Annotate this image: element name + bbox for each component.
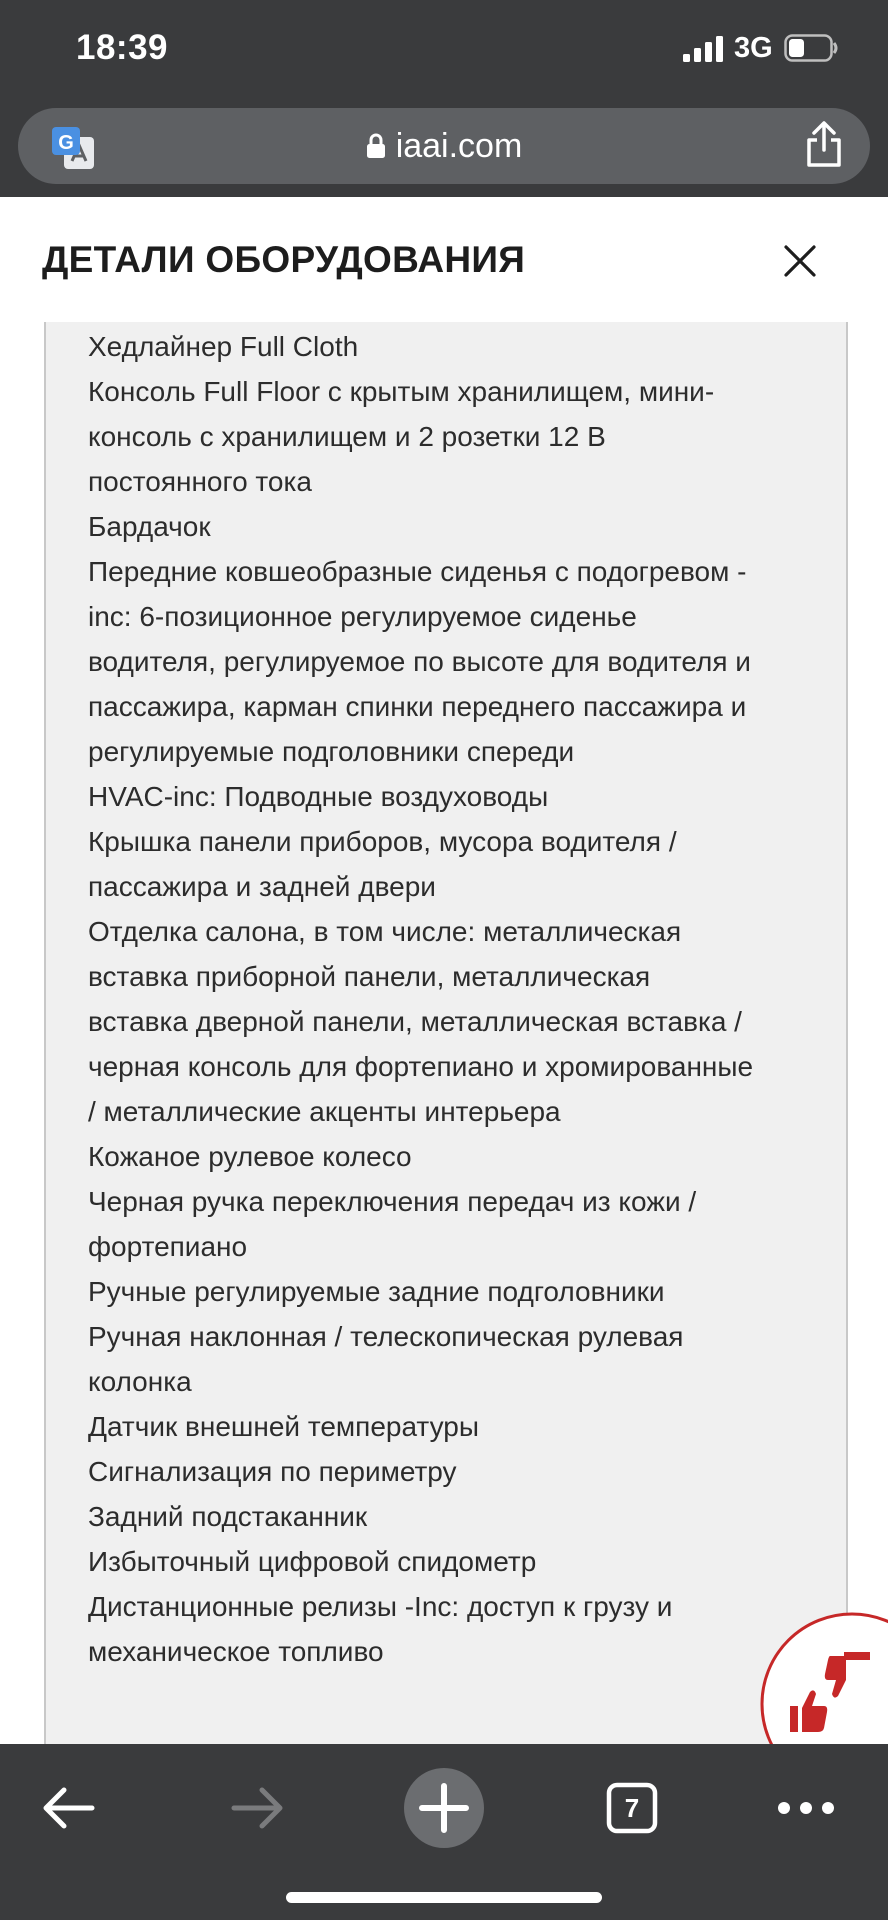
svg-text:G: G bbox=[58, 132, 74, 154]
list-item: Ручная наклонная / телескопическая рулевая bbox=[88, 1321, 684, 1352]
modal-header bbox=[0, 197, 888, 323]
list-item: постоянного тока bbox=[88, 466, 312, 497]
list-item: вставка дверной панели, металлическая вставка / bbox=[88, 1006, 742, 1037]
list-item: водителя, регулируемое по высоте для водителя и bbox=[88, 646, 751, 677]
list-item: Бардачок bbox=[88, 511, 211, 542]
forward-arrow-icon[interactable] bbox=[216, 1768, 296, 1848]
list-item: Крышка панели приборов, мусора водителя / bbox=[88, 826, 677, 857]
back-arrow-icon[interactable] bbox=[30, 1768, 110, 1848]
address-bar[interactable] bbox=[18, 108, 870, 184]
list-item: регулируемые подголовники спереди bbox=[88, 736, 575, 767]
list-item: пассажира и задней двери bbox=[88, 871, 436, 902]
close-icon[interactable] bbox=[780, 241, 820, 281]
list-item: Сигнализация по периметру bbox=[88, 1456, 457, 1487]
list-item: Избыточный цифровой спидометр bbox=[88, 1546, 537, 1577]
modal-title: ДЕТАЛИ ОБОРУДОВАНИЯ bbox=[42, 239, 526, 280]
share-icon[interactable] bbox=[804, 120, 844, 168]
list-item: inc: 6-позиционное регулируемое сиденье bbox=[88, 601, 637, 632]
url-text[interactable]: iaai.com bbox=[395, 126, 523, 165]
list-item: пассажира, карман спинки переднего пассажира и bbox=[88, 691, 747, 722]
list-item: черная консоль для фортепиано и хромированные bbox=[88, 1051, 754, 1082]
status-time: 18:39 bbox=[76, 28, 169, 67]
lock-icon bbox=[366, 133, 386, 159]
list-item: механическое топливо bbox=[88, 1636, 384, 1667]
network-type: 3G bbox=[734, 32, 773, 64]
list-item: Передние ковшеобразные сиденья с подогревом - bbox=[88, 556, 747, 587]
new-tab-plus-icon[interactable] bbox=[404, 1768, 484, 1848]
list-item: Черная ручка переключения передач из кожи / bbox=[88, 1186, 697, 1217]
more-icon[interactable] bbox=[766, 1768, 846, 1848]
list-item: Отделка салона, в том числе: металлическая bbox=[88, 916, 682, 947]
signal-strength-icon bbox=[683, 36, 725, 62]
list-item: колонка bbox=[88, 1366, 192, 1397]
battery-icon bbox=[784, 34, 838, 62]
tabs-button[interactable] bbox=[592, 1768, 672, 1848]
list-item: Датчик внешней температуры bbox=[88, 1411, 479, 1442]
list-item: Ручные регулируемые задние подголовники bbox=[88, 1276, 665, 1307]
home-indicator bbox=[286, 1892, 602, 1903]
list-item: Задний подстаканник bbox=[88, 1501, 368, 1532]
list-item: Хедлайнер Full Cloth bbox=[88, 331, 359, 362]
equipment-feature-list bbox=[88, 324, 808, 1674]
list-item: Кожаное рулевое колесо bbox=[88, 1141, 412, 1172]
list-item: HVAC-inc: Подводные воздуховоды bbox=[88, 781, 549, 812]
list-item: Консоль Full Floor с крытым хранилищем, мини- bbox=[88, 376, 715, 407]
list-item: консоль с хранилищем и 2 розетки 12 В bbox=[88, 421, 606, 452]
list-item: / металлические акценты интерьера bbox=[88, 1096, 561, 1127]
list-item: Дистанционные релизы -Inc: доступ к грузу и bbox=[88, 1591, 673, 1622]
list-item: фортепиано bbox=[88, 1231, 248, 1262]
browser-top-chrome bbox=[0, 0, 888, 197]
list-item: вставка приборной панели, металлическая bbox=[88, 961, 651, 992]
tab-count: 7 bbox=[624, 1792, 640, 1823]
